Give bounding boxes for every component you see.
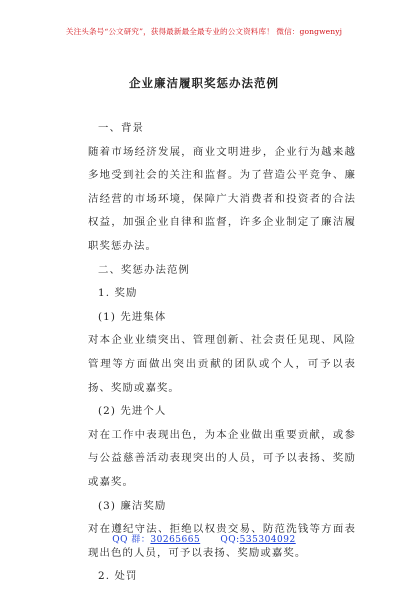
- document-body: [88, 117, 356, 589]
- subheading-penalties: 2. 处罚: [98, 570, 138, 583]
- paragraph-integrity: 对在遵纪守法、拒绝以权贵交易、防范洗钱等方面表现出色的人员，可予以表扬、奖励或嘉奖。: [88, 523, 356, 559]
- qq-group-number[interactable]: 30265665: [150, 535, 201, 545]
- promo-header: 关注头条号“公文研究”，获得最新最全最专业的公文资料库！ 微信：gongwenyj: [65, 27, 343, 36]
- subheading-rewards: 1. 奖励: [98, 287, 138, 300]
- paragraph-collective: 对本企业业绩突出、管理创新、社会责任见现、风险管理等方面做出突出贡献的团队或个人，可予以表扬、奖励或嘉奖。: [88, 334, 356, 394]
- qq-number[interactable]: 535304092: [239, 535, 296, 545]
- paragraph-individual: 对在工作中表现出色，为本企业做出重要贡献，或参与公益慈善活动表现突出的人员，可予以表扬、奖励或嘉奖。: [88, 428, 356, 488]
- qq-group-label: QQ 群：: [112, 535, 151, 545]
- item-advanced-collective: (1) 先进集体: [98, 310, 167, 323]
- section-heading-background: 一、背景: [98, 122, 144, 134]
- contact-footer: [0, 532, 408, 545]
- paragraph-background: 随着市场经济发展，商业文明进步，企业行为越来越多地受到社会的关注和监督。为了营造公平竞争、廉洁经营的市场环境，保障广大消费者和投资者的合法权益，加强企业自律和监督，许多企业制定了廉洁履职奖惩办法。: [88, 145, 356, 252]
- section-heading-examples: 二、奖惩办法范例: [98, 263, 190, 276]
- qq-label: QQ:: [220, 535, 240, 545]
- item-advanced-individual: (2) 先进个人: [98, 405, 167, 418]
- item-integrity-reward: (3) 廉洁奖励: [98, 499, 167, 512]
- document-title: 企业廉洁履职奖惩办法范例: [129, 76, 279, 90]
